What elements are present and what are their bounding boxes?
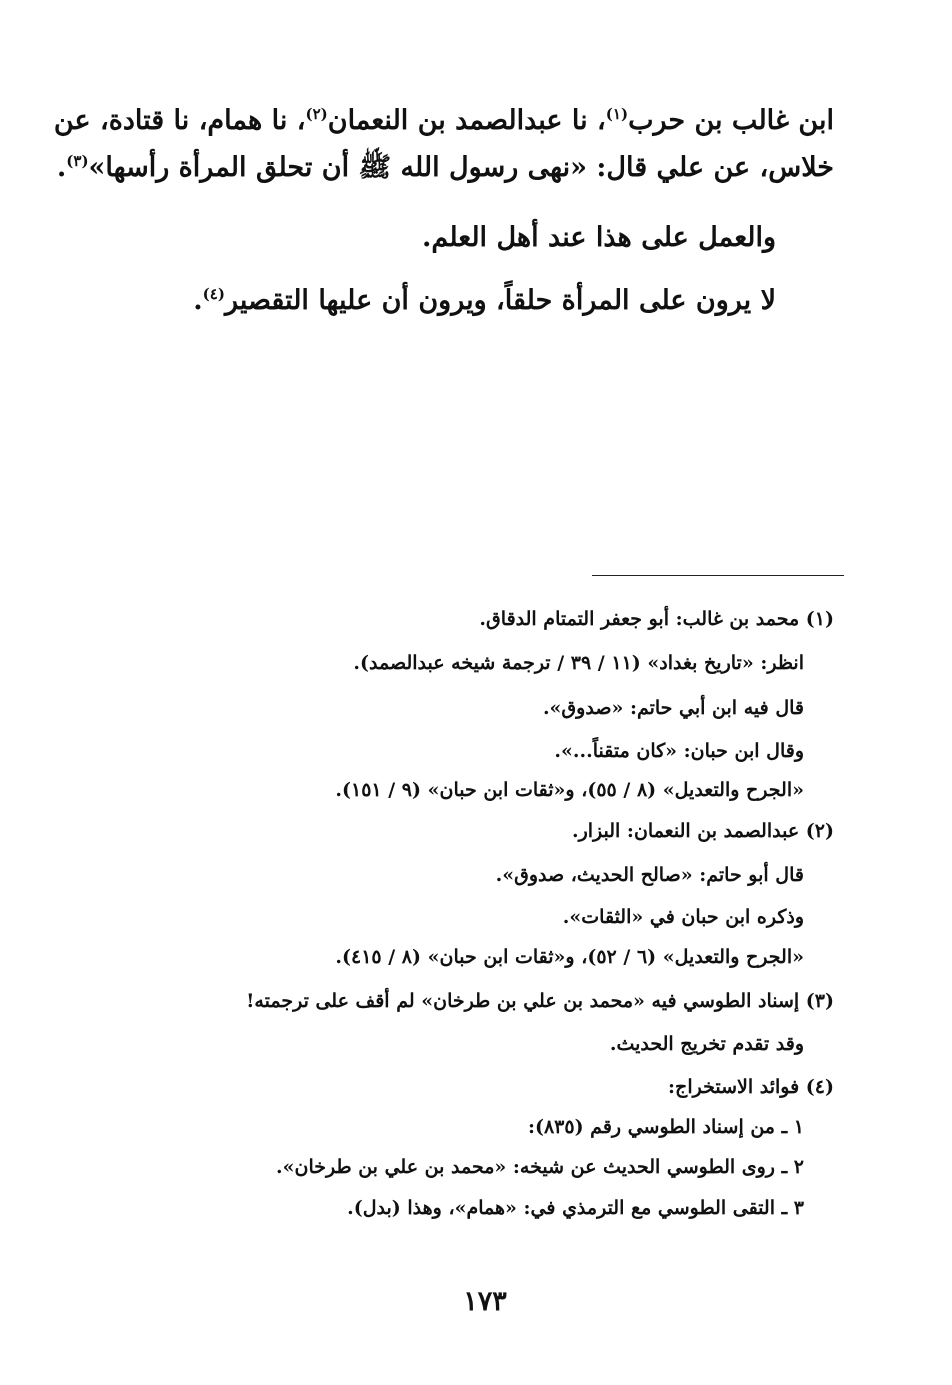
footnote-3-line-2: وقد تقدم تخريج الحديث. — [609, 1033, 804, 1055]
footnote-1-line-5: «الجرح والتعديل» (٨ / ٥٥)، و«ثقات ابن حبان» (٩ / ١٥١). — [335, 779, 804, 801]
footnote-4-heading: (٤) فوائد الاستخراج: — [668, 1076, 834, 1098]
footnote-3-heading: (٣) إسناد الطوسي فيه «محمد بن علي بن طرخان» لم أقف على ترجمته! — [246, 990, 834, 1012]
footnote-2-line-3: وذكره ابن حبان في «الثقات». — [562, 906, 804, 928]
body-line-1-part-c: ، نا همام، نا قتادة، عن — [53, 105, 306, 136]
footnote-2-line-4: «الجرح والتعديل» (٦ / ٥٢)، و«ثقات ابن حبان» (٨ / ٤١٥). — [335, 946, 804, 968]
body-line-4-end: . — [193, 285, 203, 316]
footnote-4-item-1: ١ ـ من إسناد الطوسي رقم (٨٣٥): — [527, 1116, 804, 1138]
footnote-1-line-4: وقال ابن حبان: «كان متقناً...». — [554, 740, 804, 762]
footnote-divider — [592, 575, 844, 576]
page-number: ١٧٣ — [463, 1286, 507, 1317]
body-line-4-text: لا يرون على المرأة حلقاً، ويرون أن عليها التقصير — [224, 285, 776, 316]
footnote-ref-1[interactable]: (١) — [605, 105, 629, 123]
body-line-3 — [422, 221, 776, 255]
footnote-1-line-3: قال فيه ابن أبي حاتم: «صدوق». — [542, 697, 804, 719]
footnote-1-line-2: انظر: «تاريخ بغداد» (١١ / ٣٩ / ترجمة شيخه عبدالصمد). — [353, 652, 804, 674]
footnote-2-heading: (٢) عبدالصمد بن النعمان: البزار. — [571, 820, 834, 842]
body-line-2-text: خلاس، عن علي قال: «نهى رسول الله ﷺ أن تحلق المرأة رأسها» — [88, 152, 834, 183]
body-line-3-text: والعمل على هذا عند أهل العلم. — [422, 222, 776, 253]
body-line-1-part-a: ابن غالب بن حرب — [628, 105, 834, 136]
body-line-2-end: . — [56, 152, 67, 183]
footnote-ref-2[interactable]: (٢) — [305, 105, 328, 123]
body-line-1-part-b: ، نا عبدالصمد بن النعمان — [327, 105, 606, 136]
footnote-1-heading: (١) محمد بن غالب: أبو جعفر التمتام الدقاق. — [479, 608, 834, 630]
body-line-4 — [193, 284, 776, 318]
footnote-2-line-2: قال أبو حاتم: «صالح الحديث، صدوق». — [495, 864, 804, 886]
footnote-ref-3[interactable]: (٣) — [66, 152, 89, 170]
body-line-1 — [54, 104, 834, 138]
footnote-ref-4[interactable]: (٤) — [202, 285, 225, 303]
body-line-2 — [57, 151, 834, 185]
footnote-4-item-3: ٣ ـ التقى الطوسي مع الترمذي في: «همام»، وهذا (بدل). — [347, 1197, 804, 1219]
footnote-4-item-2: ٢ ـ روى الطوسي الحديث عن شيخه: «محمد بن علي بن طرخان». — [276, 1156, 804, 1178]
